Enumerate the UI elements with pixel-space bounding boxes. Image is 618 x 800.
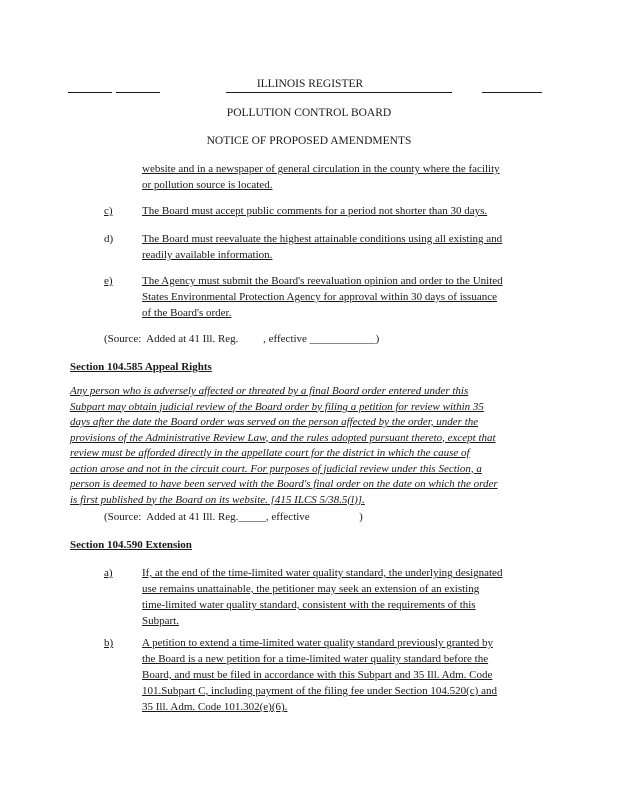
body-line: Subpart may obtain judicial review of the Board order by filing a petition for review within 35 — [70, 400, 484, 413]
register-title: ILLINOIS REGISTER — [256, 78, 364, 90]
body-line: person is deemed to have been served with the Board's final order on the date on which the order — [70, 478, 498, 490]
source-note-1: (Source: Added at 41 Ill. Reg. , effective ____________) — [104, 333, 380, 345]
item-label-e: e) — [104, 275, 113, 287]
body-line: action arose and not in the circuit court. For purposes of judicial review under this Section, a — [70, 462, 482, 475]
item-line: 101.Subpart C, including payment of the filing fee under Section 104.520(c) and — [142, 685, 497, 697]
item-label-c: c) — [104, 205, 113, 217]
item-line: Board, and must be filed in accordance with this Subpart and 35 Ill. Adm. Code — [142, 669, 493, 681]
notice-title: NOTICE OF PROPOSED AMENDMENTS — [206, 135, 412, 147]
item-text-b — [142, 638, 497, 718]
body-line: review must be afforded directly in the appellate court for the district in which the cause of — [70, 447, 470, 459]
item-line: time-limited water quality standard, consistent with the requirements of this — [142, 599, 476, 611]
item-text-e — [142, 276, 503, 324]
body-line: is first published by the Board on its website. [415 ILCS 5/38.5(l)]. — [70, 493, 365, 506]
item-line: the Board is a new petition for a time-limited water quality standard before the — [142, 653, 489, 665]
item-label-a: a) — [104, 567, 113, 579]
item-label-b: b) — [104, 637, 114, 649]
item-line: Subpart. — [142, 615, 179, 627]
body-line: days after the date the Board order was served on the person affected by the order, under the — [70, 416, 479, 428]
item-line: of the Board's order. — [142, 307, 232, 319]
section-585-heading: Section 104.585 Appeal Rights — [70, 361, 212, 373]
section-590-heading: Section 104.590 Extension — [70, 539, 192, 551]
item-line: 35 Ill. Adm. Code 101.302(e)(6). — [142, 701, 288, 713]
item-text-c — [142, 206, 487, 222]
item-line: States Environmental Protection Agency for approval within 30 days of issuance — [142, 291, 497, 303]
item-line: The Board must accept public comments for a period not shorter than 30 days. — [142, 205, 488, 217]
item-text-a — [142, 568, 502, 632]
continuation-line: or pollution source is located. — [142, 179, 273, 191]
item-text-d — [142, 234, 502, 266]
item-line: use remains unattainable, the petitioner may seek an extension of an existing — [142, 583, 480, 595]
continuation-line: website and in a newspaper of general circulation in the county where the facility — [142, 163, 500, 175]
header-rule-left-a — [68, 92, 112, 93]
source-note-2: (Source: Added at 41 Ill. Reg._____, effective ) — [104, 511, 363, 523]
section-585-body — [70, 386, 570, 510]
item-line: If, at the end of the time-limited water quality standard, the underlying designated — [142, 567, 503, 579]
item-line: The Board must reevaluate the highest attainable conditions using all existing and — [142, 233, 503, 245]
body-line: Any person who is adversely affected or threated by a final Board order entered under this — [70, 385, 469, 397]
item-label-d: d) — [104, 233, 114, 245]
board-title: POLLUTION CONTROL BOARD — [226, 107, 392, 119]
item-line: The Agency must submit the Board's reevaluation opinion and order to the United — [142, 275, 503, 287]
body-line: provisions of the Administrative Review Law, and the rules adopted pursuant thereto, except that — [70, 431, 496, 444]
item-line: A petition to extend a time-limited water quality standard previously granted by — [142, 637, 493, 649]
continuation-text — [142, 164, 500, 196]
header-rule-left-b — [116, 92, 160, 93]
header-rule-right — [482, 92, 542, 93]
item-line: readily available information. — [142, 249, 273, 261]
header-rule-center — [226, 92, 452, 93]
